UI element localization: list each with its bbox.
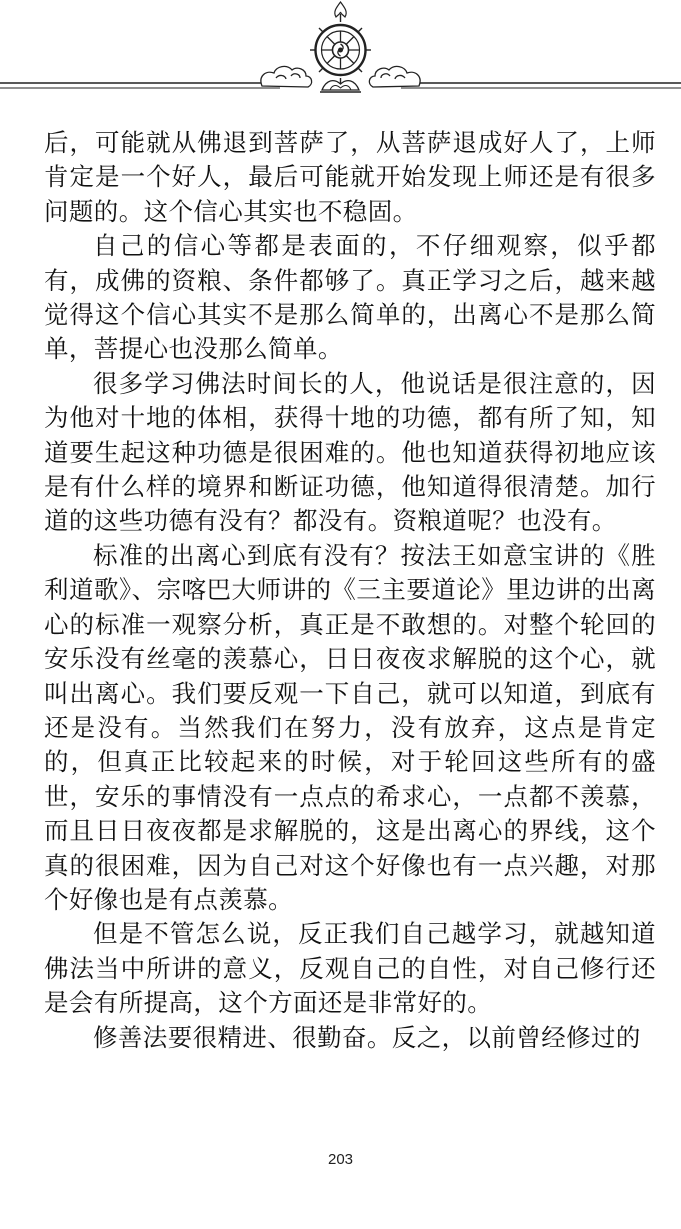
paragraph: 自己的信心等都是表面的，不仔细观察，似乎都有，成佛的资粮、条件都够了。真正学习之后，越来越觉得这个信心其实不是那么简单的，出离心不是那么简单，菩提心也没那么简单。 xyxy=(44,231,656,364)
paragraph: 标准的出离心到底有没有？按法王如意宝讲的《胜利道歌》、宗喀巴大师讲的《三主要道论》里边讲的出离心的标准一观察分析，真正是不敢想的。对整个轮回的安乐没有丝毫的羡慕心，日日夜夜求解脱的这个心，就叫出离心。我们要反观一下自己，就可以知道，到底有还是没有。当然我们在努力，没有放弃，这点是肯定的，但真正比较起来的时候，对于轮回这些所有的盛世，安乐的事情没有一点点的希求心，一点都不羡慕，而且日日夜夜都是求解脱的，这是出离心的界线，这个真的很困难，因为自己对这个好像也有一点兴趣，对那个好像也是有点羡慕。 xyxy=(44,540,656,914)
cloud-left-icon xyxy=(261,66,312,87)
paragraph: 很多学习佛法时间长的人，他说话是很注意的，因为他对十地的体相，获得十地的功德，都有所了知，知道要生起这种功德是很困难的。他也知道获得初地应该是有什么样的境界和断证功德，他知道得很清楚。加行道的这些功德有没有？都没有。资粮道呢？也没有。 xyxy=(44,368,656,536)
paragraph: 后，可能就从佛退到菩萨了，从菩萨退成好人了，上师肯定是一个好人，最后可能就开始发现上师还是有很多问题的。这个信心其实也不稳固。 xyxy=(44,128,656,226)
body-text xyxy=(44,126,656,1055)
paragraph: 修善法要很精进、很勤奋。反之，以前曾经修过的 xyxy=(93,1022,641,1052)
dharma-wheel-icon xyxy=(310,2,371,92)
paragraph: 但是不管怎么说，反正我们自己越学习，就越知道佛法当中所讲的意义，反观自己的自性，对自己修行还是会有所提高，这个方面还是非常好的。 xyxy=(44,919,656,1018)
page-number: 203 xyxy=(327,1151,354,1168)
cloud-right-icon xyxy=(369,66,420,87)
header-ornament-graphic xyxy=(0,0,681,110)
header-rule-right xyxy=(401,83,681,88)
header-ornament xyxy=(0,0,681,110)
header-rule-left xyxy=(0,83,280,88)
